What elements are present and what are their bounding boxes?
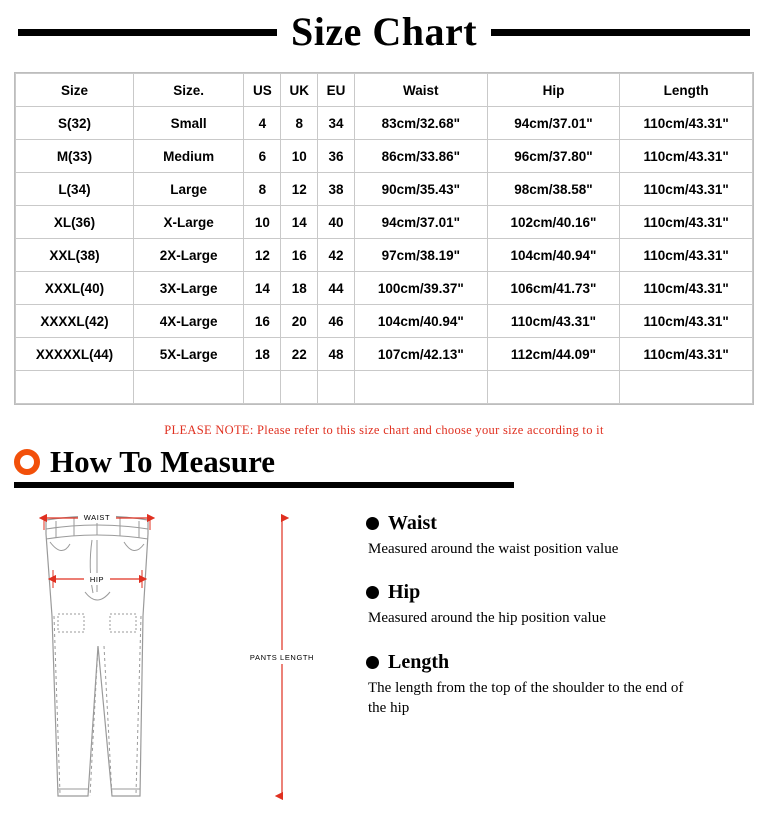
cell-size2: 2X-Large [133,239,244,272]
cell-length: 110cm/43.31" [620,206,753,239]
table-row [16,305,753,338]
bullet-dot-icon [366,517,379,530]
title-rule-left [18,29,277,36]
bullet-dot-icon [366,586,379,599]
table-header-size: Size [16,74,134,107]
cell-waist: 86cm/33.86" [354,140,487,173]
how-to-measure-heading: How To Measure [50,444,276,479]
cell-eu: 48 [318,338,355,371]
cell-us: 16 [244,305,281,338]
cell-size2: X-Large [133,206,244,239]
table-spacer-row [16,371,753,404]
cell-waist: 83cm/32.68" [354,107,487,140]
table-header-hip: Hip [487,74,620,107]
cell-size: XL(36) [16,206,134,239]
cell-us: 4 [244,107,281,140]
cell-length: 110cm/43.31" [620,107,753,140]
cell-hip: 106cm/41.73" [487,272,620,305]
title-rule-right [491,29,750,36]
table-row [16,140,753,173]
bullet-dot-icon [366,656,379,669]
cell-waist: 97cm/38.19" [354,239,487,272]
cell-eu: 40 [318,206,355,239]
cell-length: 110cm/43.31" [620,272,753,305]
cell-length: 110cm/43.31" [620,305,753,338]
cell-size: XXXL(40) [16,272,134,305]
table-row [16,107,753,140]
cell-hip: 96cm/37.80" [487,140,620,173]
cell-us: 10 [244,206,281,239]
table-header-row [16,74,753,107]
cell-length: 110cm/43.31" [620,140,753,173]
cell-waist: 90cm/35.43" [354,173,487,206]
cell-uk: 18 [281,272,318,305]
cell-uk: 16 [281,239,318,272]
cell-length: 110cm/43.31" [620,239,753,272]
cell-us: 18 [244,338,281,371]
cell-hip: 98cm/38.58" [487,173,620,206]
cell-size2: 3X-Large [133,272,244,305]
measurement-definitions [350,496,768,816]
cell-hip: 112cm/44.09" [487,338,620,371]
cell-eu: 42 [318,239,355,272]
cell-waist: 100cm/39.37" [354,272,487,305]
cell-length: 110cm/43.31" [620,338,753,371]
cell-eu: 34 [318,107,355,140]
cell-uk: 22 [281,338,318,371]
cell-uk: 8 [281,107,318,140]
cell-size: M(33) [16,140,134,173]
cell-eu: 36 [318,140,355,173]
cell-hip: 110cm/43.31" [487,305,620,338]
circle-bullet-icon [14,449,40,475]
cell-size2: Large [133,173,244,206]
cell-us: 12 [244,239,281,272]
cell-size: L(34) [16,173,134,206]
please-note-text: PLEASE NOTE: Please refer to this size chart and choose your size according to it [164,423,604,437]
cell-hip: 94cm/37.01" [487,107,620,140]
definition-hip [366,581,752,628]
table-header-size2: Size. [133,74,244,107]
how-to-measure-underline [14,482,514,488]
page-title: Size Chart [290,9,478,54]
table-header-length: Length [620,74,753,107]
table-row [16,272,753,305]
cell-us: 8 [244,173,281,206]
definition-title: Hip [388,581,421,604]
cell-eu: 38 [318,173,355,206]
definition-description: Measured around the waist position value [368,541,619,557]
cell-waist: 104cm/40.94" [354,305,487,338]
cell-waist: 107cm/42.13" [354,338,487,371]
table-header-waist: Waist [354,74,487,107]
cell-us: 14 [244,272,281,305]
cell-uk: 12 [281,173,318,206]
cell-eu: 44 [318,272,355,305]
definition-description: Measured around the hip position value [368,610,606,627]
table-row [16,338,753,371]
definition-description: The length from the top of the shoulder to the end of the hip [368,679,684,716]
table-row [16,173,753,206]
size-chart-table [15,73,753,404]
table-header-us: US [244,74,281,107]
cell-length: 110cm/43.31" [620,173,753,206]
diagram-label-hip: HIP [89,575,105,584]
cell-size: XXXXL(42) [16,305,134,338]
cell-us: 6 [244,140,281,173]
table-row [16,206,753,239]
table-header-uk: UK [281,74,318,107]
cell-hip: 104cm/40.94" [487,239,620,272]
cell-waist: 94cm/37.01" [354,206,487,239]
definition-waist [366,512,752,559]
diagram-label-pants-length: PANTS LENGTH [249,653,315,662]
cell-uk: 14 [281,206,318,239]
definition-length [366,651,752,719]
pants-diagram [0,496,350,816]
diagram-label-waist: WAIST [83,513,111,522]
cell-size: XXXXXL(44) [16,338,134,371]
cell-size2: 5X-Large [133,338,244,371]
cell-uk: 10 [281,140,318,173]
table-header-eu: EU [318,74,355,107]
cell-hip: 102cm/40.16" [487,206,620,239]
cell-eu: 46 [318,305,355,338]
definition-title: Length [388,650,450,673]
how-to-measure-body [0,496,768,816]
cell-size2: Small [133,107,244,140]
cell-size2: 4X-Large [133,305,244,338]
cell-size: S(32) [16,107,134,140]
how-to-measure-heading-row [14,444,754,480]
table-row [16,239,753,272]
cell-size2: Medium [133,140,244,173]
cell-uk: 20 [281,305,318,338]
definition-title: Waist [388,512,437,534]
page-title-row [0,10,768,54]
cell-size: XXL(38) [16,239,134,272]
size-chart-table-wrapper [14,72,754,405]
